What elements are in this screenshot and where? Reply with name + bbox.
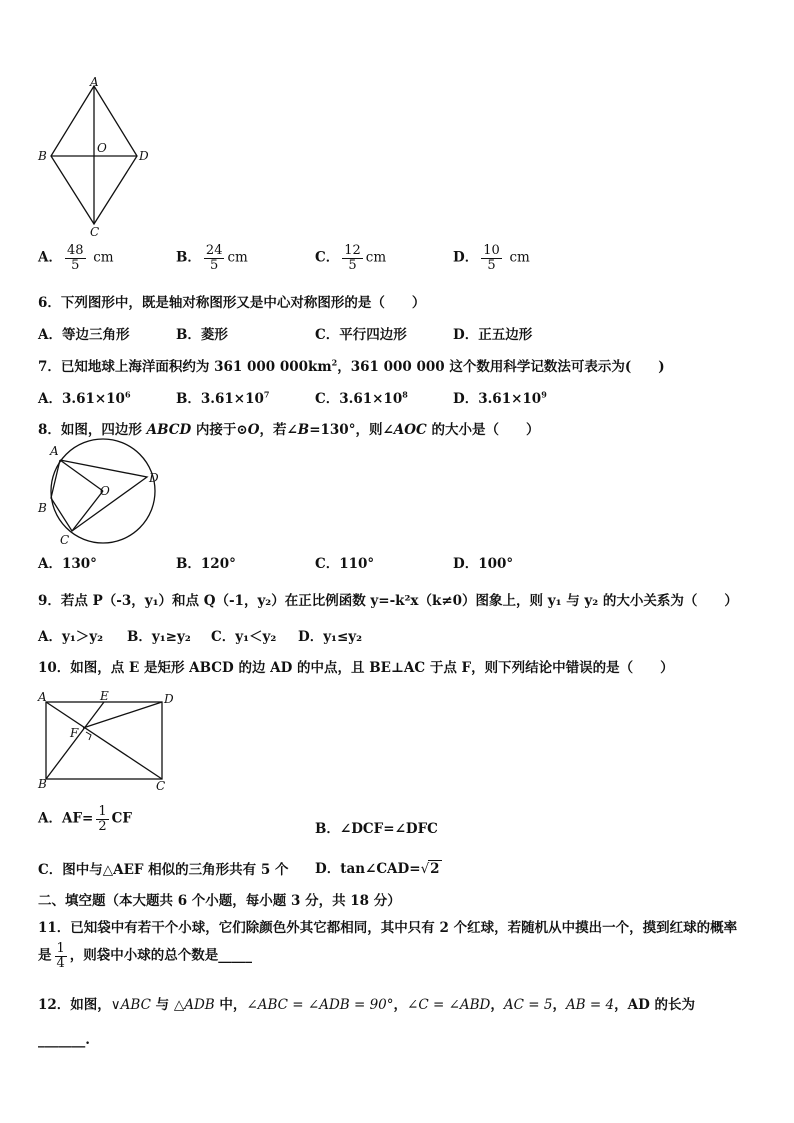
label-A: A — [38, 690, 47, 704]
label-A: A — [90, 76, 99, 89]
q10-option-a: A．AF= $\frac{1}{2}$ CF — [38, 804, 132, 834]
q12-text: 12．如图，∨ABC 与 △ADB 中，∠ABC = ∠ADB = 90°，∠C = ∠ABD，AC = 5，AB = 4，AD 的长为 — [38, 997, 695, 1013]
label-D: D — [149, 471, 159, 485]
q9-option-c: C．y₁＜y₂ — [211, 629, 277, 645]
label-A: A — [50, 444, 59, 458]
q6-text: 6．下列图形中，既是轴对称图形又是中心对称图形的是（ ） — [38, 295, 426, 311]
q6-option-b: B．菱形 — [176, 327, 228, 343]
q5-option-b: B． $\frac{24}{5}$ cm — [176, 243, 248, 273]
label-D: D — [164, 692, 174, 706]
label-E: E — [100, 689, 109, 703]
q7-option-b: B．$3.61\times 10^7$ — [176, 389, 270, 407]
label-O: O — [97, 141, 107, 155]
label-C: C — [60, 533, 70, 547]
label-B: B — [38, 501, 47, 515]
label-O: O — [100, 484, 110, 498]
section-heading: 二、填空题（本大题共 6 个小题，每小题 3 分，共 18 分） — [38, 893, 401, 909]
q8-option-b: B．120° — [176, 556, 236, 572]
q11-text: 11．已知袋中有若干个小球，它们除颜色外其它都相同，其中只有 2 个红球，若随机从中摸出一个，摸到红球的概率 — [38, 920, 738, 936]
q10-option-b: B．∠DCF=∠DFC — [315, 821, 438, 837]
q7-text: 7．已知地球上海洋面积约为 361 000 $000km^2$，361 000 000 这个数用科学记数法可表示为( ) — [38, 357, 665, 375]
q9-text: 9．若点 P（-3，y₁）和点 Q（-1，y₂）在正比例函数 y=-k²x（k≠0）图象上，则 y₁ 与 y₂ 的大小关系为（ ） — [38, 593, 738, 609]
q5-option-c: C． $\frac{12}{5}$ cm — [315, 243, 387, 273]
q9-option-a: A．y₁＞y₂ — [38, 629, 103, 645]
rhombus-figure — [30, 76, 160, 241]
q11-line2: 是 $\frac{1}{4}$ ，则袋中小球的总个数是_____ — [38, 941, 253, 971]
label-F: F — [70, 726, 79, 740]
q7-option-a: A．$3.61\times 10^6$ — [38, 389, 131, 407]
label-C: C — [156, 779, 166, 793]
q12-blank: _______. — [38, 1032, 90, 1048]
q6-option-a: A．等边三角形 — [38, 327, 130, 343]
q8-option-c: C．110° — [315, 556, 375, 572]
q9-option-b: B．y₁≥y₂ — [127, 629, 191, 645]
q6-option-d: D．正五边形 — [453, 327, 533, 343]
q7-option-d: D．$3.61\times 10^9$ — [453, 389, 547, 407]
q7-option-c: C．$3.61\times 10^8$ — [315, 389, 408, 407]
q5-option-a: A． $\frac{48}{5}$ cm — [38, 243, 114, 273]
label-B: B — [38, 777, 47, 791]
label-B: B — [38, 149, 47, 163]
q8-option-a: A．130° — [38, 556, 97, 572]
q10-text: 10．如图，点 E 是矩形 ABCD 的边 AD 的中点，且 BE⊥AC 于点 F，则下列结论中错误的是（ ） — [38, 660, 674, 676]
circle-figure — [34, 438, 164, 548]
q9-option-d: D．y₁≤y₂ — [298, 629, 363, 645]
q5-option-d: D． $\frac{10}{5}$ cm — [453, 243, 530, 273]
q8-text: 8．如图，四边形 ABCD 内接于⊙O，若∠B=130°，则∠AOC 的大小是（ ） — [38, 422, 540, 438]
rectangle-figure — [34, 688, 184, 794]
q10-option-c: C．图中与△AEF 相似的三角形共有 5 个 — [38, 862, 289, 878]
q8-option-d: D．100° — [453, 556, 514, 572]
label-C: C — [90, 225, 100, 239]
q10-option-d: D．tan∠CAD=√2 — [315, 861, 440, 877]
q6-option-c: C．平行四边形 — [315, 327, 407, 343]
label-D: D — [139, 149, 149, 163]
